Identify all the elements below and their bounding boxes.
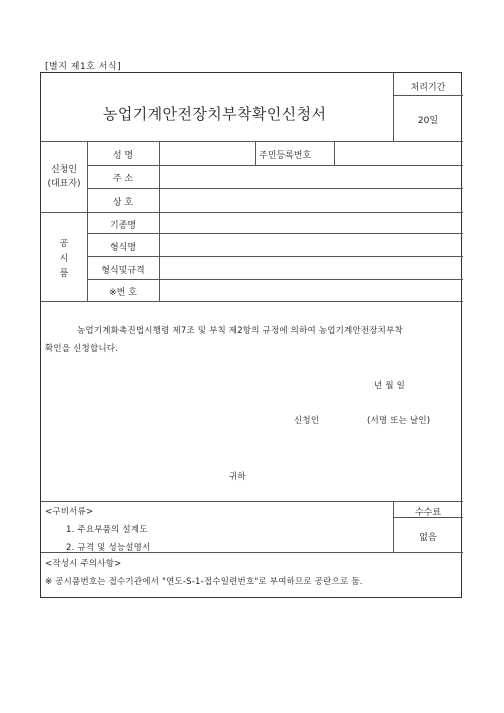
number-label: ※번 호 xyxy=(109,288,137,298)
section-line xyxy=(41,501,463,502)
documents-header: <구비서류> xyxy=(45,507,94,517)
section-line xyxy=(41,552,463,553)
name-label: 성 명 xyxy=(112,151,134,161)
section-line xyxy=(41,212,463,213)
statement-line-2: 확인을 신청합니다. xyxy=(45,344,119,354)
title-bottom-line xyxy=(41,141,463,142)
applicant-group-label: 신청인 xyxy=(50,165,78,175)
processing-divider xyxy=(393,73,394,141)
id-divider xyxy=(334,141,335,165)
processing-value: 20일 xyxy=(417,116,439,126)
notes-text: ※ 공시품번호는 접수기관에서 "연도-S-1-접수일련번호"로 부여하므로 공란으로 둠. xyxy=(45,577,363,587)
form-label: [별지 제1호 서식] xyxy=(45,62,122,72)
sample-group-char: 품 xyxy=(59,269,69,279)
row-line xyxy=(87,165,463,166)
statement-line-1: 농업기계화촉진법시행령 제7조 및 부칙 제2항의 규정에 의하여 농업기계안전장치부착 xyxy=(77,326,403,336)
row-line xyxy=(87,233,463,234)
row-line xyxy=(87,188,463,189)
application-form xyxy=(40,72,462,598)
spec-label: 형식및규격 xyxy=(101,266,145,276)
document-item: 1. 주요부품의 설계도 xyxy=(66,525,148,535)
signer-label: 신청인 xyxy=(294,416,320,426)
model-label: 기종명 xyxy=(109,221,137,231)
processing-header-line xyxy=(393,95,463,96)
applicant-group-label-sub: (대표자) xyxy=(47,179,81,189)
sample-group-char: 시 xyxy=(59,254,69,264)
row-line xyxy=(87,256,463,257)
section-line xyxy=(41,301,463,302)
address-label: 주 소 xyxy=(112,174,134,184)
id-number-label: 주민등록번호 xyxy=(259,151,312,161)
row-line xyxy=(87,279,463,280)
type-label: 형식명 xyxy=(109,243,137,253)
name-divider xyxy=(255,141,256,165)
fee-divider xyxy=(393,501,394,552)
company-label: 상 호 xyxy=(112,198,134,208)
processing-label: 처리기간 xyxy=(410,83,446,93)
notes-header: <작성시 주의사항> xyxy=(45,559,122,569)
fee-label: 수수료 xyxy=(414,508,442,518)
sign-note: (서명 또는 날인) xyxy=(367,416,431,426)
form-title: 농업기계안전장치부착확인신청서 xyxy=(103,105,327,123)
sample-group-char: 공 xyxy=(59,239,69,249)
date-line: 년 월 일 xyxy=(374,381,406,391)
fee-value: 없음 xyxy=(419,533,437,543)
document-item: 2. 규격 및 성능설명서 xyxy=(66,543,151,553)
addressee: 귀하 xyxy=(229,472,246,482)
